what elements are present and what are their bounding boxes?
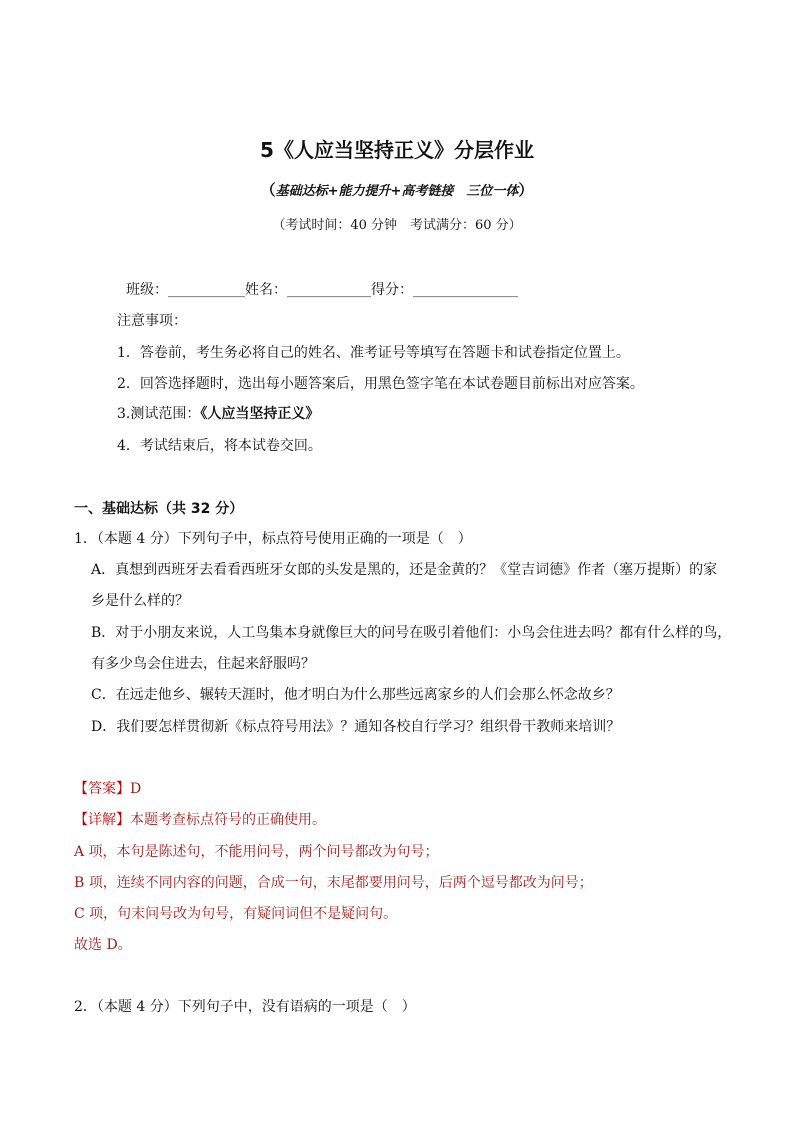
name-label: 姓名： (245, 282, 287, 298)
section-title-basics: 一、基础达标（共 32 分） (74, 501, 244, 517)
subtitle-open-paren: （ (260, 181, 276, 199)
note-item-4: 4．考试结束后，将本试卷交回。 (117, 438, 322, 454)
note-item-3 (117, 405, 319, 423)
score-blank: _______________ (413, 282, 518, 298)
note-item-2: 2．回答选择题时，选出每小题答案后，用黑色签字笔在本试卷题目前标出对应答案。 (117, 376, 644, 392)
question-1-option-a-cont: 乡是什么样的？ (91, 593, 189, 609)
question-1-option-c: C．在远走他乡、辗转天涯时，他才明白为什么那些远离家乡的人们会那么怀念故乡？ (91, 687, 620, 703)
note-item-1: 1．答卷前，考生务必将自己的姓名、准考证号等填写在答题卡和试卷指定位置上。 (117, 345, 630, 361)
student-fields (126, 281, 518, 299)
detail-line (74, 811, 326, 829)
name-blank: ____________ (287, 282, 371, 298)
exam-info: （考试时间：40 分钟 考试满分：60 分） (272, 218, 522, 233)
note-item-3-prefix: 3.测试范围： (117, 406, 201, 422)
answer-tag: 【答案】 (74, 781, 130, 797)
class-label: 班级： (126, 282, 168, 298)
subtitle-close-paren: ） (518, 181, 534, 199)
class-blank: ___________ (168, 282, 245, 298)
notes-heading: 注意事项： (117, 313, 187, 329)
explanation-a: A 项，本句是陈述句，不能用问号，两个问号都改为句号； (74, 844, 439, 860)
question-1-option-b-cont: 有多少鸟会住进去，住起来舒服吗？ (91, 656, 315, 672)
question-2-stem: 2．（本题 4 分）下列句子中，没有语病的一项是（ ） (74, 999, 416, 1015)
answer-value: D (130, 781, 142, 797)
detail-text: 本题考查标点符号的正确使用。 (130, 812, 326, 828)
question-1-option-b: B．对于小朋友来说，人工鸟集本身就像巨大的问号在吸引着他们：小鸟会住进去吗？都有什么样的鸟， (91, 625, 732, 641)
note-item-3-scope: 《人应当坚持正义》 (200, 406, 320, 422)
question-1-option-d: D．我们要怎样贯彻新《标点符号用法》？通知各校自行学习？组织骨干教师来培训？ (91, 719, 621, 735)
subtitle-text: 基础达标+能力提升+高考链接 三位一体 (275, 184, 519, 199)
question-1-stem: 1．（本题 4 分）下列句子中，标点符号使用正确的一项是（ ） (74, 531, 472, 547)
answer-line (74, 780, 141, 798)
score-label: 得分： (371, 282, 413, 298)
explanation-c: C 项，句末问号改为句号，有疑问词但不是疑问句。 (74, 906, 398, 922)
detail-tag: 【详解】 (74, 812, 130, 828)
page-title: 5《人应当坚持正义》分层作业 (260, 138, 534, 162)
question-1-option-a: A．真想到西班牙去看看西班牙女郎的头发是黑的，还是金黄的？《堂吉词德》作者（塞万提斯）的家 (91, 562, 718, 578)
page-subtitle (0, 181, 794, 201)
conclusion: 故选 D。 (74, 937, 132, 953)
explanation-b: B 项，连续不同内容的问题，合成一句，末尾都要用问号，后两个逗号都改为问号； (74, 875, 593, 891)
